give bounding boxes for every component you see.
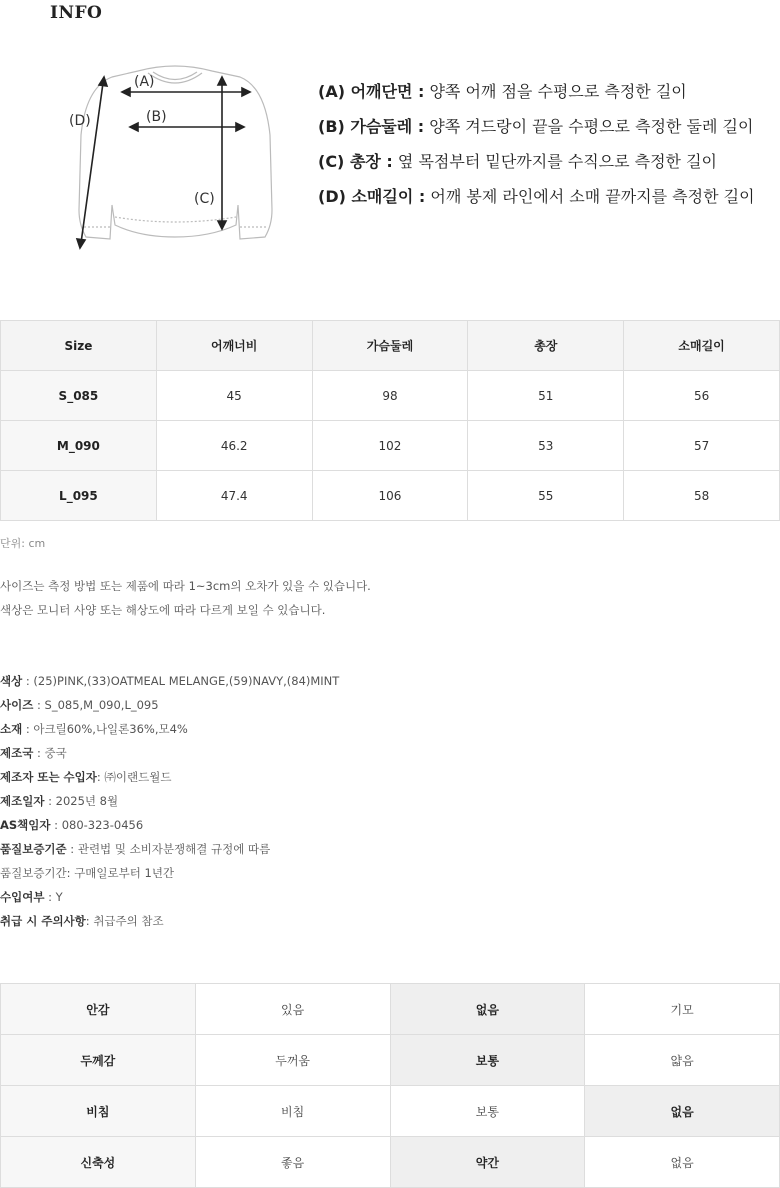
feel-option: 없음 [585,1137,780,1188]
table-cell: 98 [312,371,468,421]
label-b: (B) [146,109,167,125]
label-d: (D) [69,113,91,129]
table-row [1,371,780,421]
feel-option: 두꺼움 [195,1035,390,1086]
sleeve-col-header: 소매길이 [624,321,780,371]
feel-label: 비침 [1,1086,196,1137]
size-notes [0,574,371,622]
size-cell: M_090 [1,421,157,471]
info-title: INFO [50,3,103,23]
table-row [1,1137,780,1188]
spec-row: 제조일자 : 2025년 8월 [0,794,119,808]
size-cell: L_095 [1,471,157,521]
feel-label: 두께감 [1,1035,196,1086]
product-spec [0,669,339,933]
legend-item: (A) 어깨단면 : 양쪽 어깨 점을 수평으로 측정한 길이 [318,82,687,101]
table-cell: 47.4 [156,471,312,521]
sweater-diagram [60,55,300,255]
spec-row: 취급 시 주의사항: 취급주의 참조 [0,914,164,928]
table-row [1,1086,780,1137]
feel-option-selected: 없음 [390,984,585,1035]
spec-row: AS책임자 : 080-323-0456 [0,818,144,832]
feel-option-selected: 없음 [585,1086,780,1137]
size-cell: S_085 [1,371,157,421]
spec-row: 품질보증기간: 구매일로부터 1년간 [0,866,175,880]
feel-label: 신축성 [1,1137,196,1188]
size-col-header: Size [1,321,157,371]
table-cell: 58 [624,471,780,521]
feel-option: 보통 [390,1086,585,1137]
table-cell: 56 [624,371,780,421]
legend-item: (B) 가슴둘레 : 양쪽 겨드랑이 끝을 수평으로 측정한 둘레 길이 [318,117,754,136]
table-cell: 57 [624,421,780,471]
table-cell: 106 [312,471,468,521]
length-col-header: 총장 [468,321,624,371]
table-cell: 46.2 [156,421,312,471]
feel-option: 얇음 [585,1035,780,1086]
label-c: (C) [194,191,215,207]
label-a: (A) [134,74,155,90]
spec-row: 제조자 또는 수입자: ㈜이랜드월드 [0,770,172,784]
table-row [1,471,780,521]
note-line: 사이즈는 측정 방법 또는 제품에 따라 1~3cm의 오차가 있을 수 있습니다. [0,579,371,593]
spec-row: 제조국 : 중국 [0,746,67,760]
table-row [1,984,780,1035]
feel-option: 기모 [585,984,780,1035]
spec-row: 품질보증기준 : 관련법 및 소비자분쟁해결 규정에 따름 [0,842,271,856]
table-row [1,421,780,471]
feel-option-selected: 보통 [390,1035,585,1086]
feel-option: 좋음 [195,1137,390,1188]
table-cell: 45 [156,371,312,421]
table-cell: 102 [312,421,468,471]
spec-row: 사이즈 : S_085,M_090,L_095 [0,698,159,712]
legend-item: (D) 소매길이 : 어깨 봉제 라인에서 소매 끝까지를 측정한 길이 [318,187,755,206]
feel-label: 안감 [1,984,196,1035]
table-cell: 55 [468,471,624,521]
feel-option-selected: 약간 [390,1137,585,1188]
feel-option: 비침 [195,1086,390,1137]
table-row [1,1035,780,1086]
shoulder-col-header: 어깨너비 [156,321,312,371]
unit-note: 단위: cm [0,537,46,550]
legend-item: (C) 총장 : 옆 목점부터 밑단까지를 수직으로 측정한 길이 [318,152,718,171]
table-cell: 53 [468,421,624,471]
chest-col-header: 가슴둘레 [312,321,468,371]
table-cell: 51 [468,371,624,421]
measurement-legend [318,80,755,220]
size-table [0,320,780,521]
spec-row: 소재 : 아크릴60%,나일론36%,모4% [0,722,188,736]
note-line: 색상은 모니터 사양 또는 해상도에 따라 다르게 보일 수 있습니다. [0,603,326,617]
spec-row: 수입여부 : Y [0,890,63,904]
spec-row: 색상 : (25)PINK,(33)OATMEAL MELANGE,(59)NAVY,(84)MINT [0,674,340,688]
size-table-header [1,321,780,371]
feel-option: 있음 [195,984,390,1035]
fabric-feel-table [0,983,780,1188]
